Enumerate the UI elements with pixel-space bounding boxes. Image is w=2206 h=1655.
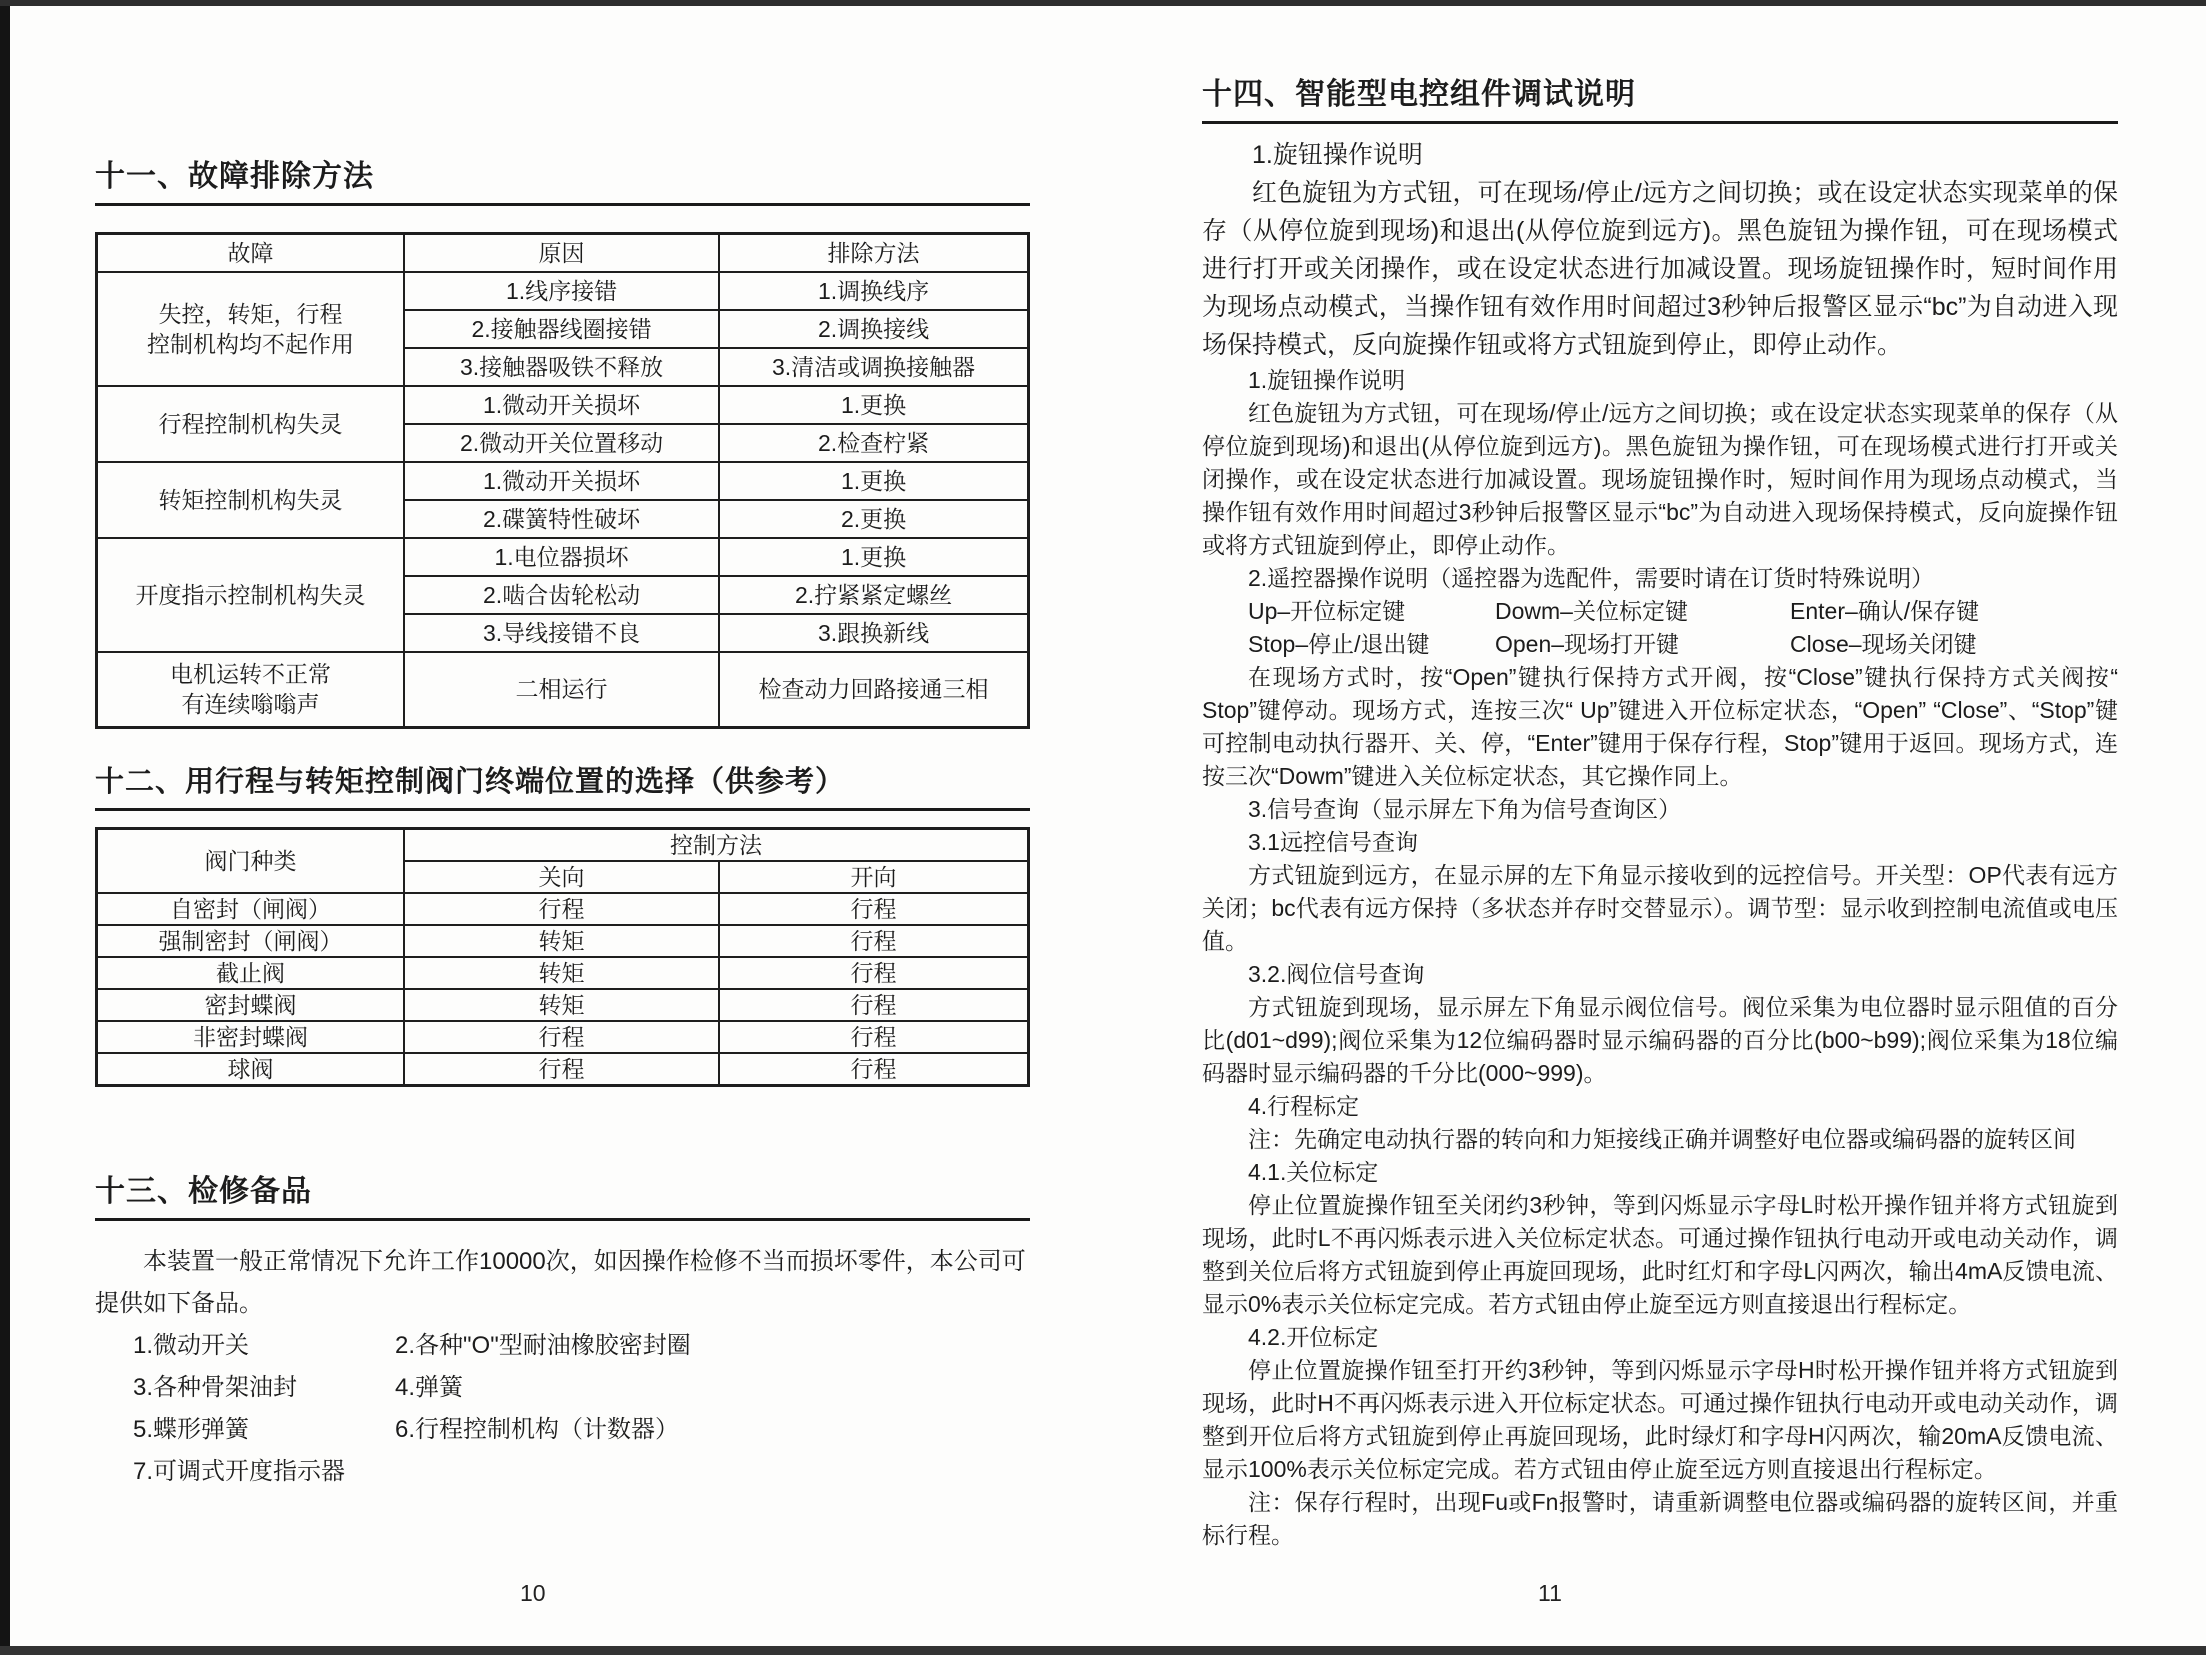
list-item — [133, 1451, 1030, 1493]
remedy-cell: 2.拧紧紧定螺丝 — [719, 576, 1028, 614]
valve-type-cell: 自密封（闸阀） — [97, 893, 405, 925]
cause-cell: 2.微动开关位置移动 — [404, 424, 719, 462]
list-item — [133, 1367, 1030, 1409]
remote-signal-query-paragraph: 方式钮旋到远方，在显示屏的左下角显示接收到的远控信号。开关型：OP代表有远方关闭；bc代表有远方保持（多状态并存时交替显示）。调节型：显示收到控制电流值或电压值。 — [1202, 862, 2118, 954]
spare-item: 5.蝶形弹簧 — [133, 1416, 250, 1443]
knob-instructions-heading: 1.旋钮操作说明 — [1248, 367, 1406, 393]
table-row — [97, 957, 1029, 989]
open-method-cell: 行程 — [719, 989, 1028, 1021]
remedy-cell: 3.跟换新线 — [719, 614, 1028, 652]
save-stroke-note: 注：保存行程时，出现Fu或Fn报警时，请重新调整电位器或编码器的旋转区间，并重标行程。 — [1202, 1489, 2118, 1548]
valve-signal-query-paragraph: 方式钮旋到现场，显示屏左下角显示阀位信号。阀位采集为电位器时显示阻值的百分比(d01~d99);阀位采集为12位编码器时显示编码器的百分比(b00~b99);阀位采集为18位编码器时显示编码器的千分比(000~999)。 — [1202, 994, 2118, 1086]
section-12-title: 十二、用行程与转矩控制阀门终端位置的选择（供参考） — [95, 763, 1030, 811]
page-11 — [1202, 0, 2118, 1552]
signal-query-heading: 3.信号查询（显示屏左下角为信号查询区） — [1248, 796, 1682, 822]
close-method-cell: 行程 — [404, 1021, 719, 1053]
open-method-cell: 行程 — [719, 1021, 1028, 1053]
table-row — [97, 1021, 1029, 1053]
spare-parts-list — [95, 1325, 1030, 1493]
control-method-header-cell: 控制方法 — [404, 829, 1028, 862]
remote-keys-row — [1202, 595, 2118, 628]
valve-type-cell: 球阀 — [97, 1053, 405, 1086]
remedy-cell: 1.调换线序 — [719, 272, 1028, 310]
remote-keys-row — [1202, 628, 2118, 661]
remedy-cell: 1.更换 — [719, 538, 1028, 576]
fault-cell — [97, 652, 405, 728]
fault-cell: 开度指示控制机构失灵 — [97, 538, 405, 652]
remote-key-label: Open–现场打开键 — [1495, 631, 1680, 657]
valve-type-cell: 截止阀 — [97, 957, 405, 989]
knob-instructions-paragraph: 红色旋钮为方式钮，可在现场/停止/远方之间切换；或在设定状态实现菜单的保存（从停位旋到现场)和退出(从停位旋到远方)。黑色旋钮为操作钮，可在现场模式进行打开或关闭操作，或在设定状态进行加减设置。现场旋钮操作时，短时间作用为现场点动模式，当操作钮有效作用时间超过3秒钟后报警区显示“bc”为自动进入现场保持模式，反向旋操作钮或将方式钮旋到停止，即停止动作。 — [1202, 179, 2118, 359]
cause-cell: 2.接触器线圈接错 — [404, 310, 719, 348]
table-row — [97, 538, 1029, 576]
valve-type-header-cell: 阀门种类 — [97, 829, 405, 894]
open-calibration-paragraph: 停止位置旋操作钮至打开约3秒钟，等到闪烁显示字母H时松开操作钮并将方式钮旋到现场，此时H不再闪烁表示进入开位标定状态。可通过操作钮执行电动开或电动关动作，调整到开位后将方式钮旋到停止再旋回现场，此时绿灯和字母H闪两次，输20mA反馈电流、显示100%表示关位标定完成。若方式钮由停止旋至远方则直接退出行程标定。 — [1202, 1357, 2118, 1482]
scan-edge-left — [0, 0, 10, 1655]
fault-table — [95, 232, 1030, 729]
remedy-cell: 1.更换 — [719, 386, 1028, 424]
close-calibration-paragraph: 停止位置旋操作钮至关闭约3秒钟，等到闪烁显示字母L时松开操作钮并将方式钮旋到现场，此时L不再闪烁表示进入关位标定状态。可通过操作钮执行电动开或电动关动作，调整到关位后将方式钮旋到停止再旋回现场，此时红灯和字母L闪两次，输出4mA反馈电流、显示0%表示关位标定完成。若方式钮由停止旋至远方则直接退出行程标定。 — [1202, 1192, 2118, 1317]
spare-item: 7.可调式开度指示器 — [133, 1458, 346, 1485]
scan-edge-bottom — [0, 1646, 2206, 1655]
stroke-calibration-note: 注：先确定电动执行器的转向和力矩接线正确并调整好电位器或编码器的旋转区间 — [1248, 1126, 2076, 1152]
valve-type-cell: 密封蝶阀 — [97, 989, 405, 1021]
table-row — [97, 1053, 1029, 1086]
remote-key-label: Stop–停止/退出键 — [1248, 631, 1430, 657]
remote-key-label: Dowm–关位标定键 — [1495, 598, 1688, 624]
open-direction-header-cell: 开向 — [719, 861, 1028, 893]
cause-cell: 1.微动开关损坏 — [404, 462, 719, 500]
close-calibration-heading: 4.1.关位标定 — [1248, 1159, 1379, 1185]
close-method-cell: 转矩 — [404, 989, 719, 1021]
cause-cell: 2.碟簧特性破坏 — [404, 500, 719, 538]
remote-key-label: Enter–确认/保存键 — [1790, 598, 1980, 624]
fault-line: 有连续嗡嗡声 — [181, 691, 320, 718]
remedy-cell: 检查动力回路接通三相 — [719, 652, 1028, 728]
open-method-cell: 行程 — [719, 957, 1028, 989]
cause-cell: 2.啮合齿轮松动 — [404, 576, 719, 614]
spare-item: 6.行程控制机构（计数器） — [395, 1416, 680, 1443]
table-row — [97, 386, 1029, 424]
debug-instructions — [1202, 136, 2118, 1552]
table-header-row — [97, 829, 1029, 862]
open-method-cell: 行程 — [719, 893, 1028, 925]
remedy-header-cell: 排除方法 — [719, 234, 1028, 272]
table-row — [97, 462, 1029, 500]
spare-item: 3.各种骨架油封 — [133, 1374, 298, 1401]
open-calibration-heading: 4.2.开位标定 — [1248, 1324, 1379, 1350]
cause-cell: 3.导线接错不良 — [404, 614, 719, 652]
knob-instructions-heading: 1.旋钮操作说明 — [1252, 141, 1423, 169]
fault-line: 电机运转不正常 — [170, 661, 332, 688]
section-11-title: 十一、故障排除方法 — [95, 158, 1030, 206]
cause-cell: 二相运行 — [404, 652, 719, 728]
open-method-cell: 行程 — [719, 925, 1028, 957]
valve-control-table — [95, 827, 1030, 1087]
cause-cell: 1.电位器损坏 — [404, 538, 719, 576]
list-item — [133, 1325, 1030, 1367]
list-item — [133, 1409, 1030, 1451]
close-method-cell: 行程 — [404, 893, 719, 925]
cause-cell: 1.微动开关损坏 — [404, 386, 719, 424]
fault-cell: 行程控制机构失灵 — [97, 386, 405, 462]
table-row — [97, 925, 1029, 957]
remedy-cell: 2.更换 — [719, 500, 1028, 538]
close-method-cell: 转矩 — [404, 957, 719, 989]
spare-item: 2.各种"O"型耐油橡胶密封圈 — [395, 1332, 691, 1359]
table-row — [97, 989, 1029, 1021]
valve-signal-query-heading: 3.2.阀位信号查询 — [1248, 961, 1425, 987]
knob-instructions-paragraph: 红色旋钮为方式钮，可在现场/停止/远方之间切换；或在设定状态实现菜单的保存（从停位旋到现场)和退出(从停位旋到远方)。黑色旋钮为操作钮，可在现场模式进行打开或关闭操作，或在设定状态进行加减设置。现场旋钮操作时，短时间作用为现场点动模式，当操作钮有效作用时间超过3秒钟后报警区显示“bc”为自动进入现场保持模式，反向旋操作钮或将方式钮旋到停止，即停止动作。 — [1202, 400, 2118, 558]
close-method-cell: 转矩 — [404, 925, 719, 957]
remote-signal-query-heading: 3.1远控信号查询 — [1248, 829, 1418, 855]
spare-item: 4.弹簧 — [395, 1374, 464, 1401]
table-row — [97, 272, 1029, 310]
remedy-cell: 3.清洁或调换接触器 — [719, 348, 1028, 386]
page-number-left: 10 — [520, 1580, 546, 1606]
cause-header-cell: 原因 — [404, 234, 719, 272]
remedy-cell: 2.检查柠紧 — [719, 424, 1028, 462]
open-method-cell: 行程 — [719, 1053, 1028, 1086]
remote-key-label: Up–开位标定键 — [1248, 598, 1406, 624]
remedy-cell: 2.调换接线 — [719, 310, 1028, 348]
spare-item: 1.微动开关 — [133, 1332, 250, 1359]
fault-cell: 转矩控制机构失灵 — [97, 462, 405, 538]
section-14-title: 十四、智能型电控组件调试说明 — [1202, 76, 2118, 124]
remote-operation-paragraph: 在现场方式时，按“Open”键执行保持方式开阀，按“Close”键执行保持方式关阀按“ Stop”键停动。现场方式，连按三次“ Up”键进入开位标定状态，“Open” “Close”、“Stop”键可控制电动执行器开、关、停，“Enter”键用于保存行程，Stop”键用于返回。现场方式，连按三次“Dowm”键进入关位标定状态，其它操作同上。 — [1202, 664, 2118, 789]
remote-instructions-heading: 2.遥控器操作说明（遥控器为选配件，需要时请在订货时特殊说明） — [1248, 565, 1935, 591]
stroke-calibration-heading: 4.行程标定 — [1248, 1093, 1360, 1119]
intro-line: 本装置一般正常情况下允许工作10000次，如因操作检修不当而损坏零件，本公司可 — [143, 1248, 1026, 1275]
section-13-title: 十三、检修备品 — [95, 1173, 1030, 1221]
fault-line: 失控，转矩，行程 — [158, 300, 343, 327]
table-header-row — [97, 234, 1029, 272]
page-10 — [95, 0, 1030, 1493]
intro-line: 提供如下备品。 — [95, 1290, 263, 1317]
spare-parts-intro — [95, 1241, 1030, 1325]
cause-cell: 3.接触器吸铁不释放 — [404, 348, 719, 386]
valve-type-cell: 强制密封（闸阀） — [97, 925, 405, 957]
table-row — [97, 893, 1029, 925]
close-direction-header-cell: 关向 — [404, 861, 719, 893]
valve-type-cell: 非密封蝶阀 — [97, 1021, 405, 1053]
fault-cell — [97, 272, 405, 386]
table-row — [97, 652, 1029, 728]
fault-line: 控制机构均不起作用 — [147, 330, 355, 357]
fault-header-cell: 故障 — [97, 234, 405, 272]
page-number-right: 11 — [1538, 1580, 1562, 1606]
remedy-cell: 1.更换 — [719, 462, 1028, 500]
close-method-cell: 行程 — [404, 1053, 719, 1086]
cause-cell: 1.线序接错 — [404, 272, 719, 310]
remote-key-label: Close–现场关闭键 — [1790, 631, 1977, 657]
